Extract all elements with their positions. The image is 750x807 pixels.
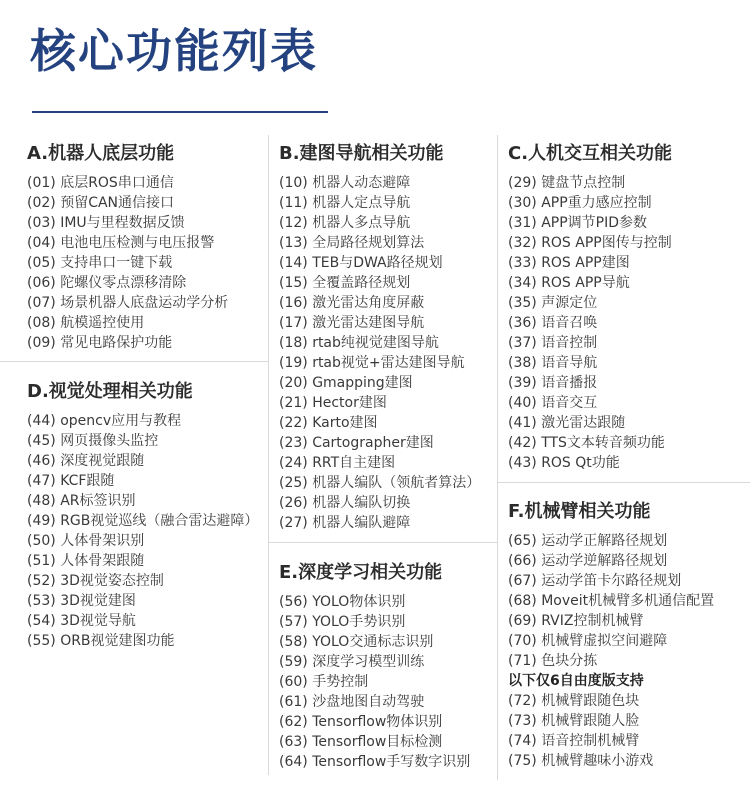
list-item: (18) rtab纯视觉建图导航 <box>279 335 439 351</box>
section-e <box>279 558 470 772</box>
list-item: (27) 机器人编队避障 <box>279 515 411 531</box>
list-item: (67) 运动学笛卡尔路径规划 <box>508 573 682 589</box>
section-f-list <box>508 531 714 771</box>
list-item: (33) ROS APP建图 <box>508 255 630 271</box>
list-item: (02) 预留CAN通信接口 <box>27 195 175 211</box>
list-item: (07) 场景机器人底盘运动学分析 <box>27 295 229 311</box>
list-item: (29) 键盘节点控制 <box>508 175 626 191</box>
title-underline <box>32 111 328 113</box>
divider-vertical-right <box>497 135 498 780</box>
section-title-b: B.建图导航相关功能 <box>279 143 444 164</box>
list-item: (21) Hector建图 <box>279 395 387 411</box>
list-item: (32) ROS APP图传与控制 <box>508 235 672 251</box>
list-item: (09) 常见电路保护功能 <box>27 335 173 351</box>
list-item: (36) 语音召唤 <box>508 315 598 331</box>
list-item: (01) 底层ROS串口通信 <box>27 175 174 191</box>
list-item: (75) 机械臂趣味小游戏 <box>508 753 654 769</box>
list-item: (66) 运动学逆解路径规划 <box>508 553 668 569</box>
divider-horizontal-left <box>0 361 268 362</box>
list-item: (48) AR标签识别 <box>27 493 136 509</box>
list-item: (13) 全局路径规划算法 <box>279 235 425 251</box>
list-item: (68) Moveit机械臂多机通信配置 <box>508 593 715 609</box>
list-item: (59) 深度学习模型训练 <box>279 654 425 670</box>
section-a <box>27 139 228 353</box>
list-item: (10) 机器人动态避障 <box>279 175 411 191</box>
page-title: 核心功能列表 <box>30 24 318 78</box>
list-item: (17) 激光雷达建图导航 <box>279 315 425 331</box>
list-item: (73) 机械臂跟随人脸 <box>508 713 640 729</box>
list-item: (16) 激光雷达角度屏蔽 <box>279 295 425 311</box>
section-b <box>279 139 480 533</box>
list-item: (22) Karto建图 <box>279 415 378 431</box>
list-item: (71) 色块分拣 <box>508 653 598 669</box>
list-item: (25) 机器人编队（领航者算法） <box>279 475 481 491</box>
list-item: (06) 陀螺仪零点漂移清除 <box>27 275 187 291</box>
list-item: (19) rtab视觉+雷达建图导航 <box>279 355 465 371</box>
list-item: (51) 人体骨架跟随 <box>27 553 145 569</box>
list-item: (49) RGB视觉巡线（融合雷达避障） <box>27 513 259 529</box>
list-item: (37) 语音控制 <box>508 335 598 351</box>
list-item: (44) opencv应用与教程 <box>27 413 182 429</box>
section-c-list <box>508 173 672 473</box>
list-item: (65) 运动学正解路径规划 <box>508 533 668 549</box>
list-item: (23) Cartographer建图 <box>279 435 434 451</box>
section-f-note: 以下仅6自由度版支持 <box>508 673 644 689</box>
divider-horizontal-middle <box>268 542 497 543</box>
list-item: (69) RVIZ控制机械臂 <box>508 613 644 629</box>
list-item: (03) IMU与里程数据反馈 <box>27 215 185 231</box>
list-item: (35) 声源定位 <box>508 295 598 311</box>
list-item: (70) 机械臂虚拟空间避障 <box>508 633 668 649</box>
list-item: (14) TEB与DWA路径规划 <box>279 255 443 271</box>
list-item: (05) 支持串口一键下载 <box>27 255 173 271</box>
list-item: (72) 机械臂跟随色块 <box>508 693 640 709</box>
list-item: (39) 语音播报 <box>508 375 598 391</box>
section-c <box>508 139 672 473</box>
list-item: (50) 人体骨架识别 <box>27 533 145 549</box>
section-e-list <box>279 592 470 772</box>
list-item: (15) 全覆盖路径规划 <box>279 275 411 291</box>
list-item: (20) Gmapping建图 <box>279 375 413 391</box>
section-title-e: E.深度学习相关功能 <box>279 562 443 583</box>
list-item: (62) Tensorflow物体识别 <box>279 714 443 730</box>
list-item: (38) 语音导航 <box>508 355 598 371</box>
section-title-c: C.人机交互相关功能 <box>508 143 673 164</box>
list-item: (54) 3D视觉导航 <box>27 613 136 629</box>
section-f <box>508 497 714 771</box>
list-item: (26) 机器人编队切换 <box>279 495 411 511</box>
list-item: (64) Tensorflow手写数字识别 <box>279 754 471 770</box>
list-item: (63) Tensorflow目标检测 <box>279 734 443 750</box>
list-item: (34) ROS APP导航 <box>508 275 630 291</box>
list-item: (42) TTS文本转音频功能 <box>508 435 665 451</box>
list-item: (45) 网页摄像头监控 <box>27 433 159 449</box>
divider-vertical-left <box>268 135 269 775</box>
list-item: (08) 航模遥控使用 <box>27 315 145 331</box>
list-item: (41) 激光雷达跟随 <box>508 415 626 431</box>
list-item: (55) ORB视觉建图功能 <box>27 633 175 649</box>
list-item: (60) 手势控制 <box>279 674 369 690</box>
list-item: (40) 语音交互 <box>508 395 598 411</box>
list-item: (52) 3D视觉姿态控制 <box>27 573 164 589</box>
list-item: (56) YOLO物体识别 <box>279 594 406 610</box>
list-item: (61) 沙盘地图自动驾驶 <box>279 694 425 710</box>
list-item: (57) YOLO手势识别 <box>279 614 406 630</box>
list-item: (11) 机器人定点导航 <box>279 195 411 211</box>
section-d-list <box>27 411 258 651</box>
section-title-f: F.机械臂相关功能 <box>508 501 651 522</box>
list-item: (24) RRT自主建图 <box>279 455 396 471</box>
divider-horizontal-right <box>497 482 750 483</box>
list-item: (04) 电池电压检测与电压报警 <box>27 235 215 251</box>
section-title-d: D.视觉处理相关功能 <box>27 381 193 402</box>
list-item: (12) 机器人多点导航 <box>279 215 411 231</box>
section-d <box>27 377 258 651</box>
list-item: (47) KCF跟随 <box>27 473 115 489</box>
list-item: (58) YOLO交通标志识别 <box>279 634 434 650</box>
list-item: (30) APP重力感应控制 <box>508 195 652 211</box>
section-title-a: A.机器人底层功能 <box>27 143 175 164</box>
list-item: (43) ROS Qt功能 <box>508 455 620 471</box>
list-item: (53) 3D视觉建图 <box>27 593 136 609</box>
list-item: (74) 语音控制机械臂 <box>508 733 640 749</box>
section-a-list <box>27 173 228 353</box>
list-item: (46) 深度视觉跟随 <box>27 453 145 469</box>
list-item: (31) APP调节PID参数 <box>508 215 648 231</box>
section-b-list <box>279 173 480 533</box>
